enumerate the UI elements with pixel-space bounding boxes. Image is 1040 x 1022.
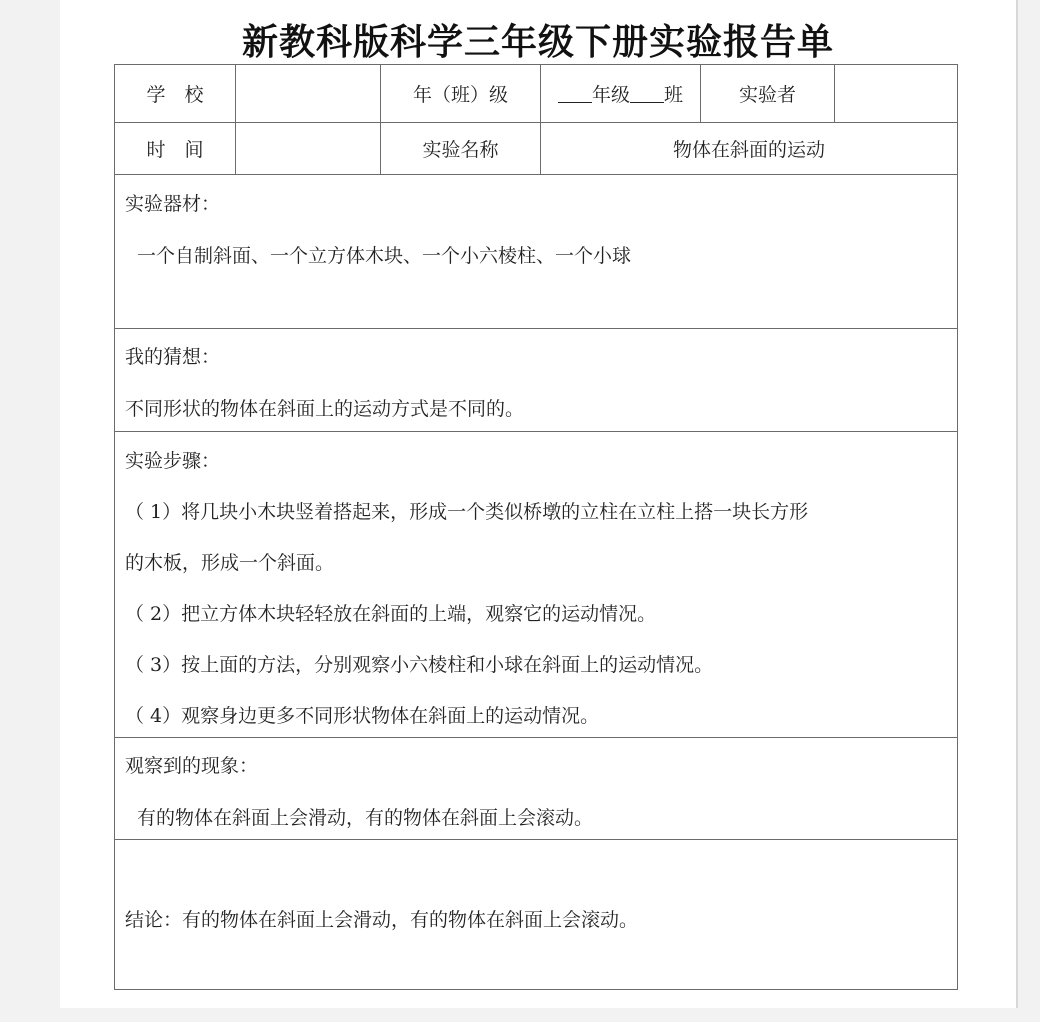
row-divider [115, 328, 957, 329]
steps-label: 实验步骤： [125, 450, 221, 472]
grade-class-field[interactable] [541, 65, 700, 122]
grade-blank[interactable] [558, 84, 592, 103]
step-line: （ 3）按上面的方法，分别观察小六棱柱和小球在斜面上的运动情况。 [125, 654, 714, 676]
experimenter-label: 实验者 [738, 84, 796, 106]
page-title: 新教科版科学三年级下册实验报告单 [241, 22, 834, 63]
row-divider [115, 174, 957, 175]
row-divider [115, 839, 957, 840]
time-label: 时 间 [146, 139, 204, 161]
conclusion-text: 结论：有的物体在斜面上会滑动，有的物体在斜面上会滚动。 [125, 909, 639, 931]
step-line: （ 1）将几块小木块竖着搭起来，形成一个类似桥墩的立柱在立柱上搭一块长方形 [125, 501, 809, 523]
experiment-name-label: 实验名称 [422, 139, 499, 161]
experimenter-field[interactable] [835, 65, 957, 122]
row-divider [115, 431, 957, 432]
school-field[interactable] [236, 65, 380, 122]
observation-label: 观察到的现象： [125, 755, 259, 777]
school-label: 学 校 [146, 84, 204, 106]
observation-text: 有的物体在斜面上会滑动，有的物体在斜面上会滚动。 [137, 807, 594, 829]
step-line: （ 2）把立方体木块轻轻放在斜面的上端，观察它的运动情况。 [125, 603, 657, 625]
class-blank[interactable] [630, 84, 664, 103]
step-line: （ 4）观察身边更多不同形状物体在斜面上的运动情况。 [125, 705, 600, 727]
materials-text: 一个自制斜面、一个立方体木块、一个小六棱柱、一个小球 [137, 245, 632, 267]
row-divider [115, 737, 957, 738]
report-table [114, 64, 958, 990]
class-label: 年（班）级 [412, 84, 508, 106]
hypothesis-label: 我的猜想： [125, 346, 221, 368]
materials-label: 实验器材： [125, 193, 221, 215]
hypothesis-text: 不同形状的物体在斜面上的运动方式是不同的。 [125, 398, 525, 420]
time-field[interactable] [236, 123, 380, 174]
class-suffix: 班 [664, 84, 684, 106]
grade-suffix: 年级 [591, 84, 630, 106]
experiment-name-value: 物体在斜面的运动 [672, 139, 825, 161]
step-line: 的木板，形成一个斜面。 [125, 552, 335, 574]
report-page [60, 0, 1018, 1008]
